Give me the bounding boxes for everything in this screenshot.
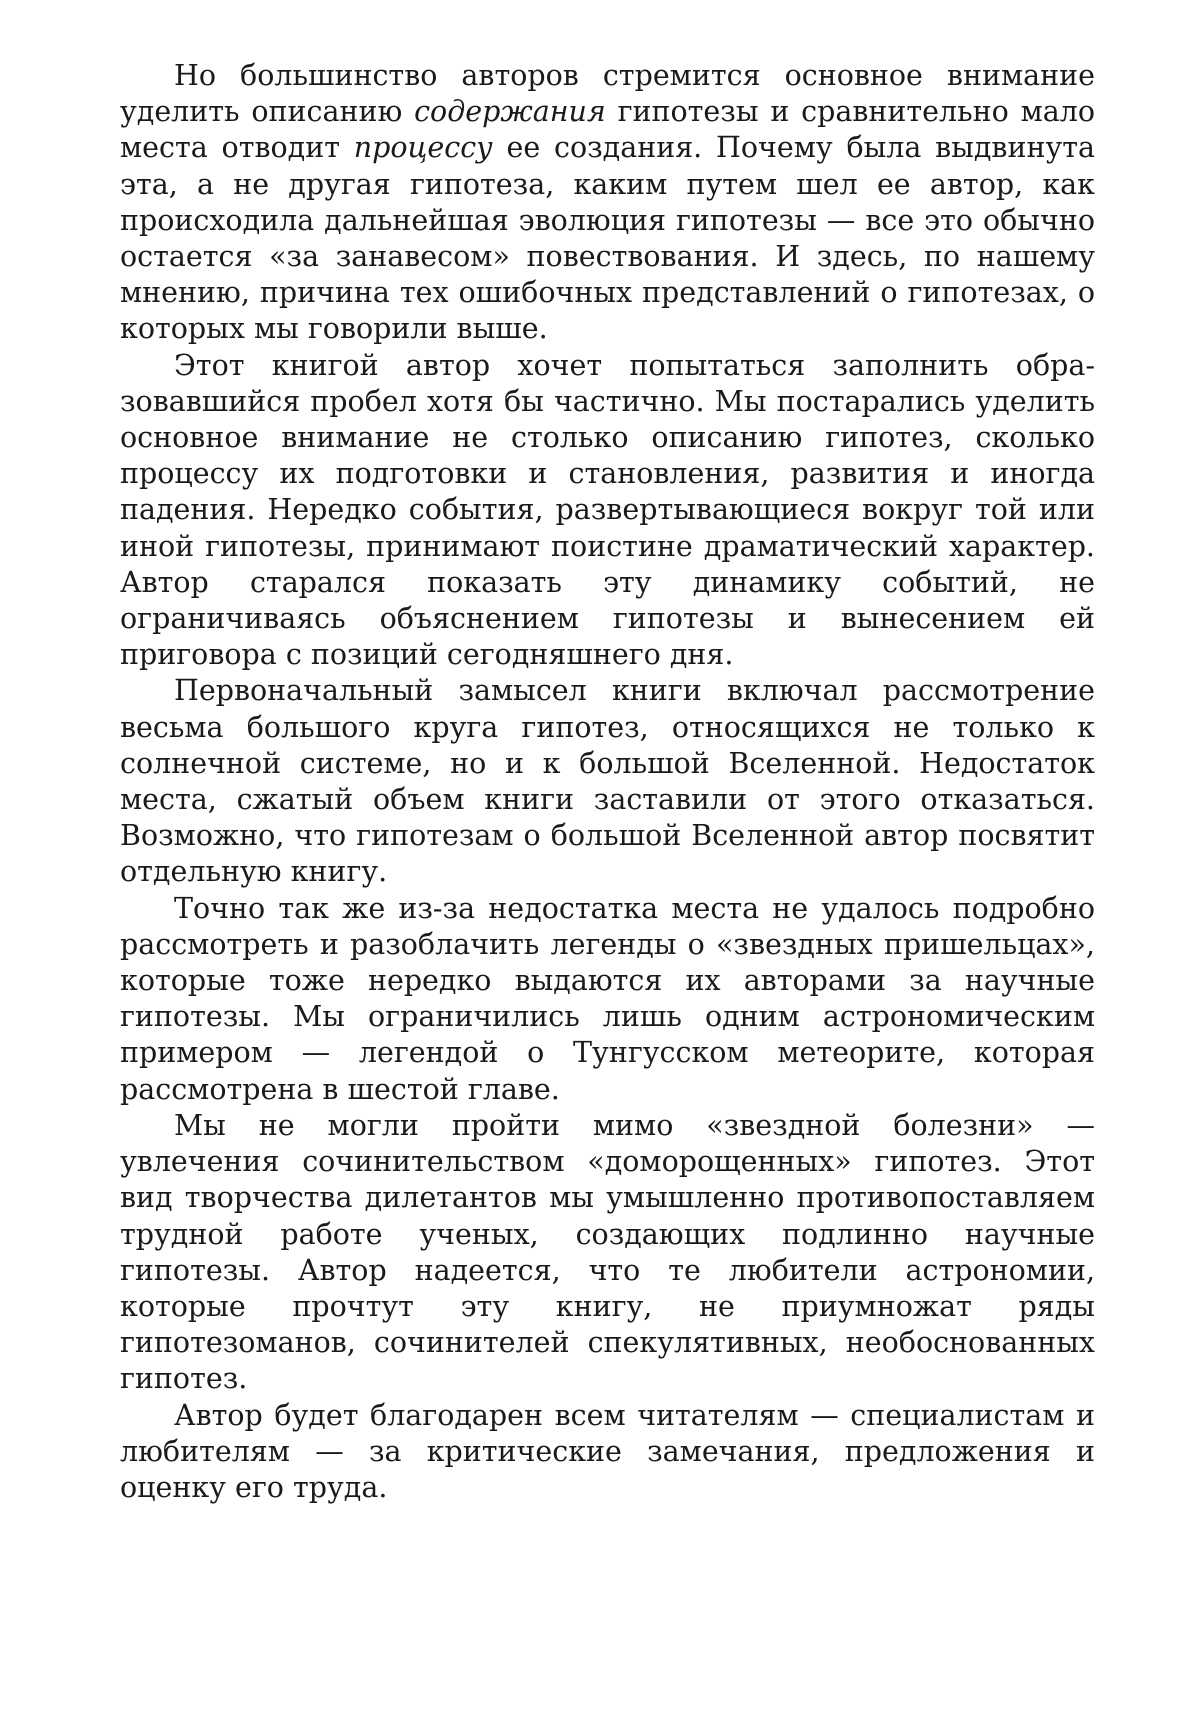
paragraph-text: гипотезы и сравнительно мало места отводит [120,95,1095,165]
book-page-text [120,58,1095,1506]
paragraph: Точно так же из-за недостатка места не удалось подробно рассмотреть и разоблачить легенды о «звездных пришельцах», которые тоже нередко выдаются их авторами за научные гипотезы. Мы ограничились лишь одним астрономическим примером — легендой о Тунгусском метеорите, которая рассмотрена в шестой главе. [120,891,1095,1106]
paragraph [120,58,1095,348]
paragraph: Мы не могли пройти мимо «звездной болезни» — увлечения сочинительством «доморощенных» гипотез. Этот вид творчества дилетантов мы умышленно противопоставляем трудной работе ученых, создающих подлинно научные гипотезы. Автор надеется, что те любители астрономии, которые прочтут эту книгу, не приумножат ряды гипотезоманов, сочинителей спекулятивных, необоснованных гипотез. [120,1108,1095,1396]
paragraph-text: Но большинство авторов стремится основное внимание уделить описанию [120,59,1095,129]
paragraph-text: ее создания. Почему была выдвинута эта, а не другая гипотеза, каким путем шел ее автор, как происходила дальнейшая эволюция гипотезы — все это обычно остается «за занавесом» повествования. И здесь, по нашему мнению, причина тех ошибочных представлений о гипотезах, о которых мы говорили выше. [120,131,1095,346]
paragraph: Автор будет благодарен всем читателям — специалистам и любителям — за критические замечания, предложения и оценку его труда. [120,1398,1095,1504]
paragraph: Первоначальный замысел книги включал рассмотрение весьма большого круга гипотез, относящихся не только к солнечной системе, но и к большой Вселенной. Недостаток места, сжатый объем книги заставили от этого отказаться. Возможно, что гипотезам о большой Вселенной автор посвятит отдельную книгу. [120,674,1095,889]
paragraph: Этот книгой автор хочет попытаться заполнить образовавшийся пробел хотя бы частично. Мы постарались уделить основное внимание не столько описанию гипотез, сколько процессу их подготовки и становления, развития и иногда падения. Нередко события, развертывающиеся вокруг той или иной гипотезы, принимают поистине драматический характер. Автор старался показать эту динамику событий, не ограничиваясь объяснением гипотезы и вынесением ей приговора с позиций сегодняшнего дня. [120,348,1095,672]
emphasized-word: процессу [353,131,493,165]
emphasized-word: содержания [414,95,606,129]
